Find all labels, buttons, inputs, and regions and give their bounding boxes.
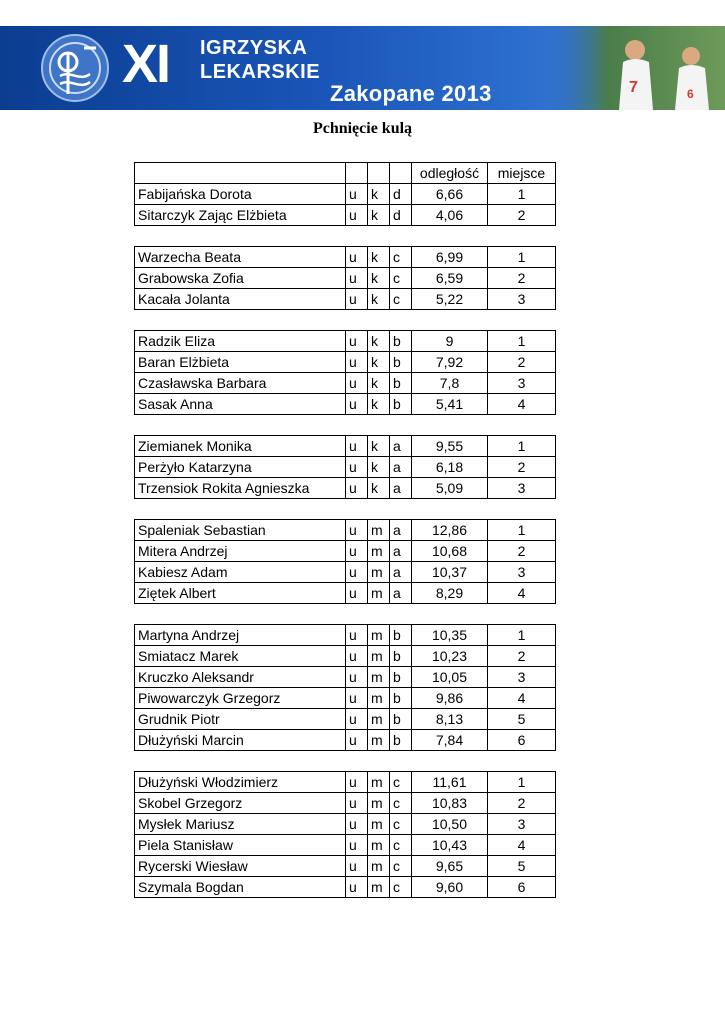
cell-distance: 6,99: [412, 247, 488, 268]
cell-category: b: [390, 373, 412, 394]
group-spacer-cell: [135, 751, 556, 772]
cell-division: m: [368, 541, 390, 562]
cell-division: m: [368, 835, 390, 856]
cell-gender: u: [346, 394, 368, 415]
table-row: [135, 331, 556, 352]
cell-division: k: [368, 268, 390, 289]
table-row: [135, 688, 556, 709]
header-gender: [346, 163, 368, 184]
cell-place: 4: [488, 688, 556, 709]
cell-division: k: [368, 373, 390, 394]
cell-distance: 10,83: [412, 793, 488, 814]
games-logo-icon: [38, 32, 116, 104]
group-spacer: [135, 604, 556, 625]
cell-name: Warzecha Beata: [135, 247, 346, 268]
cell-category: b: [390, 625, 412, 646]
cell-distance: 9,86: [412, 688, 488, 709]
cell-division: k: [368, 478, 390, 499]
cell-name: Dłużyński Marcin: [135, 730, 346, 751]
group-spacer-cell: [135, 499, 556, 520]
cell-name: Smiatacz Marek: [135, 646, 346, 667]
event-banner: [0, 26, 725, 110]
table-row: [135, 394, 556, 415]
cell-name: Baran Elżbieta: [135, 352, 346, 373]
results-table: [134, 162, 556, 898]
table-row: [135, 205, 556, 226]
cell-distance: 9,65: [412, 856, 488, 877]
cell-name: Trzensiok Rokita Agnieszka: [135, 478, 346, 499]
cell-place: 3: [488, 814, 556, 835]
cell-division: m: [368, 667, 390, 688]
cell-category: c: [390, 247, 412, 268]
table-row: [135, 646, 556, 667]
cell-gender: u: [346, 625, 368, 646]
header-division: [368, 163, 390, 184]
header-name: [135, 163, 346, 184]
cell-gender: u: [346, 268, 368, 289]
cell-division: m: [368, 856, 390, 877]
cell-place: 2: [488, 352, 556, 373]
cell-category: c: [390, 835, 412, 856]
cell-place: 1: [488, 436, 556, 457]
cell-distance: 8,13: [412, 709, 488, 730]
cell-distance: 10,35: [412, 625, 488, 646]
cell-gender: u: [346, 247, 368, 268]
table-row: [135, 856, 556, 877]
cell-division: m: [368, 625, 390, 646]
cell-category: c: [390, 289, 412, 310]
cell-name: Ziętek Albert: [135, 583, 346, 604]
cell-category: c: [390, 877, 412, 898]
cell-distance: 7,8: [412, 373, 488, 394]
cell-division: m: [368, 877, 390, 898]
cell-gender: u: [346, 352, 368, 373]
cell-gender: u: [346, 814, 368, 835]
cell-division: m: [368, 583, 390, 604]
cell-category: d: [390, 184, 412, 205]
table-row: [135, 772, 556, 793]
cell-division: k: [368, 289, 390, 310]
cell-category: c: [390, 814, 412, 835]
cell-division: m: [368, 814, 390, 835]
table-row: [135, 793, 556, 814]
svg-text:6: 6: [687, 87, 694, 101]
cell-gender: u: [346, 457, 368, 478]
cell-place: 1: [488, 625, 556, 646]
cell-gender: u: [346, 541, 368, 562]
group-spacer-cell: [135, 415, 556, 436]
cell-distance: 10,43: [412, 835, 488, 856]
cell-gender: u: [346, 688, 368, 709]
cell-name: Perżyło Katarzyna: [135, 457, 346, 478]
cell-name: Kruczko Aleksandr: [135, 667, 346, 688]
cell-name: Piela Stanisław: [135, 835, 346, 856]
cell-place: 2: [488, 457, 556, 478]
cell-place: 2: [488, 646, 556, 667]
cell-distance: 10,05: [412, 667, 488, 688]
cell-place: 5: [488, 709, 556, 730]
cell-name: Skobel Grzegorz: [135, 793, 346, 814]
table-row: [135, 478, 556, 499]
cell-category: b: [390, 394, 412, 415]
cell-category: a: [390, 562, 412, 583]
cell-distance: 5,09: [412, 478, 488, 499]
cell-name: Piwowarczyk Grzegorz: [135, 688, 346, 709]
header-place: miejsce: [488, 163, 556, 184]
cell-distance: 9,55: [412, 436, 488, 457]
cell-distance: 12,86: [412, 520, 488, 541]
cell-category: b: [390, 331, 412, 352]
cell-distance: 6,18: [412, 457, 488, 478]
cell-name: Kabiesz Adam: [135, 562, 346, 583]
table-row: [135, 184, 556, 205]
cell-distance: 10,50: [412, 814, 488, 835]
cell-category: b: [390, 646, 412, 667]
cell-category: c: [390, 793, 412, 814]
cell-gender: u: [346, 184, 368, 205]
table-row: [135, 247, 556, 268]
cell-gender: u: [346, 478, 368, 499]
cell-name: Grabowska Zofia: [135, 268, 346, 289]
group-spacer-cell: [135, 226, 556, 247]
cell-gender: u: [346, 331, 368, 352]
cell-gender: u: [346, 772, 368, 793]
table-row: [135, 667, 556, 688]
group-spacer: [135, 499, 556, 520]
cell-division: k: [368, 331, 390, 352]
cell-category: b: [390, 730, 412, 751]
cell-distance: 9,60: [412, 877, 488, 898]
cell-distance: 5,41: [412, 394, 488, 415]
event-number: XI: [122, 34, 170, 94]
table-row: [135, 814, 556, 835]
cell-name: Radzik Eliza: [135, 331, 346, 352]
cell-name: Spaleniak Sebastian: [135, 520, 346, 541]
cell-distance: 8,29: [412, 583, 488, 604]
cell-gender: u: [346, 877, 368, 898]
cell-division: m: [368, 562, 390, 583]
cell-place: 3: [488, 373, 556, 394]
table-row: [135, 625, 556, 646]
cell-name: Kacała Jolanta: [135, 289, 346, 310]
table-header-row: [135, 163, 556, 184]
table-row: [135, 520, 556, 541]
table-row: [135, 835, 556, 856]
cell-gender: u: [346, 520, 368, 541]
table-row: [135, 352, 556, 373]
cell-division: k: [368, 247, 390, 268]
page-title: Pchnięcie kulą: [312, 120, 413, 137]
cell-place: 2: [488, 541, 556, 562]
cell-place: 4: [488, 835, 556, 856]
cell-category: c: [390, 856, 412, 877]
cell-place: 1: [488, 184, 556, 205]
cell-place: 3: [488, 562, 556, 583]
table-row: [135, 583, 556, 604]
cell-name: Dłużyński Włodzimierz: [135, 772, 346, 793]
cell-division: m: [368, 772, 390, 793]
cell-place: 3: [488, 289, 556, 310]
cell-place: 4: [488, 583, 556, 604]
table-row: [135, 709, 556, 730]
cell-division: k: [368, 352, 390, 373]
cell-category: a: [390, 457, 412, 478]
cell-place: 5: [488, 856, 556, 877]
table-row: [135, 289, 556, 310]
group-spacer: [135, 751, 556, 772]
banner-line-2: LEKARSKIE: [200, 61, 321, 83]
cell-distance: 5,22: [412, 289, 488, 310]
cell-distance: 7,84: [412, 730, 488, 751]
cell-name: Martyna Andrzej: [135, 625, 346, 646]
banner-city-year: Zakopane 2013: [330, 81, 492, 106]
cell-category: a: [390, 583, 412, 604]
cell-name: Fabijańska Dorota: [135, 184, 346, 205]
cell-place: 1: [488, 331, 556, 352]
cell-division: m: [368, 688, 390, 709]
cell-name: Szymala Bogdan: [135, 877, 346, 898]
cell-place: 3: [488, 667, 556, 688]
cell-category: b: [390, 709, 412, 730]
table-row: [135, 268, 556, 289]
cell-place: 6: [488, 877, 556, 898]
table-row: [135, 562, 556, 583]
header-category: [390, 163, 412, 184]
cell-place: 2: [488, 268, 556, 289]
cell-gender: u: [346, 562, 368, 583]
cell-division: k: [368, 205, 390, 226]
cell-gender: u: [346, 835, 368, 856]
cell-place: 1: [488, 520, 556, 541]
cell-division: m: [368, 793, 390, 814]
table-row: [135, 730, 556, 751]
cell-category: b: [390, 688, 412, 709]
group-spacer: [135, 310, 556, 331]
cell-name: Czasławska Barbara: [135, 373, 346, 394]
cell-distance: 9: [412, 331, 488, 352]
cell-division: m: [368, 520, 390, 541]
cell-category: a: [390, 478, 412, 499]
cell-gender: u: [346, 709, 368, 730]
cell-distance: 10,23: [412, 646, 488, 667]
cell-name: Mitera Andrzej: [135, 541, 346, 562]
cell-name: Sasak Anna: [135, 394, 346, 415]
cell-gender: u: [346, 583, 368, 604]
cell-distance: 4,06: [412, 205, 488, 226]
cell-place: 2: [488, 793, 556, 814]
cell-division: m: [368, 646, 390, 667]
cell-distance: 6,59: [412, 268, 488, 289]
cell-category: c: [390, 772, 412, 793]
cell-place: 1: [488, 772, 556, 793]
table-row: [135, 457, 556, 478]
cell-category: c: [390, 268, 412, 289]
cell-distance: 7,92: [412, 352, 488, 373]
cell-gender: u: [346, 205, 368, 226]
cell-gender: u: [346, 436, 368, 457]
cell-name: Rycerski Wiesław: [135, 856, 346, 877]
cell-distance: 6,66: [412, 184, 488, 205]
cell-division: m: [368, 709, 390, 730]
cell-name: Grudnik Piotr: [135, 709, 346, 730]
cell-division: k: [368, 394, 390, 415]
cell-name: Sitarczyk Zając Elżbieta: [135, 205, 346, 226]
cell-distance: 11,61: [412, 772, 488, 793]
group-spacer: [135, 226, 556, 247]
cell-gender: u: [346, 646, 368, 667]
cell-distance: 10,37: [412, 562, 488, 583]
cell-place: 4: [488, 394, 556, 415]
table-row: [135, 541, 556, 562]
cell-category: b: [390, 667, 412, 688]
cell-category: d: [390, 205, 412, 226]
cell-name: Mysłek Mariusz: [135, 814, 346, 835]
athletes-photo: [545, 26, 725, 110]
table-row: [135, 877, 556, 898]
cell-category: b: [390, 352, 412, 373]
cell-gender: u: [346, 667, 368, 688]
svg-text:7: 7: [629, 79, 638, 96]
cell-category: a: [390, 436, 412, 457]
cell-division: k: [368, 184, 390, 205]
cell-gender: u: [346, 730, 368, 751]
cell-name: Ziemianek Monika: [135, 436, 346, 457]
group-spacer: [135, 415, 556, 436]
cell-place: 3: [488, 478, 556, 499]
table-row: [135, 373, 556, 394]
cell-division: k: [368, 436, 390, 457]
group-spacer-cell: [135, 604, 556, 625]
cell-place: 1: [488, 247, 556, 268]
cell-place: 6: [488, 730, 556, 751]
cell-gender: u: [346, 373, 368, 394]
cell-gender: u: [346, 793, 368, 814]
cell-place: 2: [488, 205, 556, 226]
cell-distance: 10,68: [412, 541, 488, 562]
banner-line-1: IGRZYSKA: [200, 37, 308, 59]
cell-gender: u: [346, 856, 368, 877]
group-spacer-cell: [135, 310, 556, 331]
cell-category: a: [390, 541, 412, 562]
cell-division: k: [368, 457, 390, 478]
cell-gender: u: [346, 289, 368, 310]
table-row: [135, 436, 556, 457]
cell-division: m: [368, 730, 390, 751]
cell-category: a: [390, 520, 412, 541]
header-distance: odległość: [412, 163, 488, 184]
